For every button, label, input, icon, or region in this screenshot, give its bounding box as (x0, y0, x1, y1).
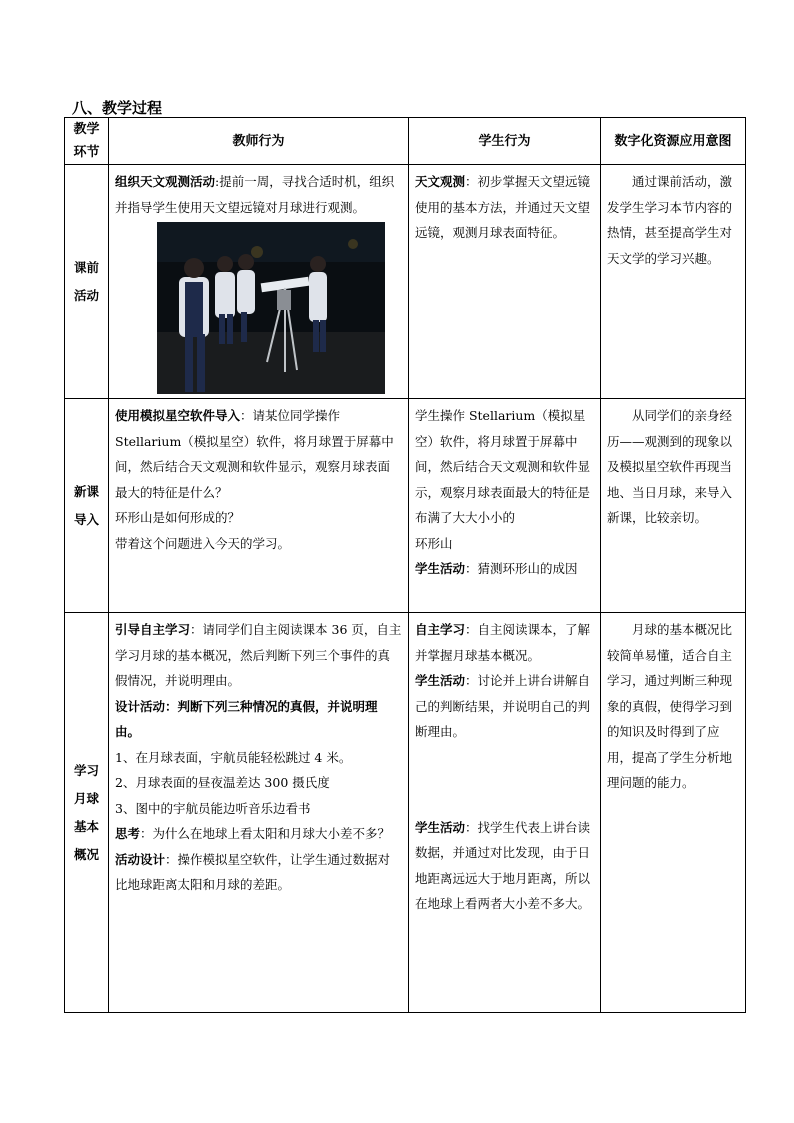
teacher-cell (109, 399, 409, 613)
teacher-cell (109, 613, 409, 1013)
activity-design-text: ：操作模拟星空软件，让学生通过数据对比地球距离太阳和月球的差距。 (115, 851, 391, 892)
student-activity-title: 天文观测 (415, 174, 466, 189)
teacher-activity-text: :提前一周，寻找合适时机，组织并指导学生使用天文望远镜对月球进行观测。 (115, 174, 395, 215)
think-text: ：为什么在地球上看太阳和月球大小差不多？ (140, 826, 391, 841)
teacher-item: 3、图中的宇航员能边听音乐边看书 (115, 800, 311, 816)
table-row (65, 613, 746, 1013)
student-activity-title: 自主学习 (415, 622, 466, 637)
student-activity-text-3: ：找学生代表上讲台读数据，并通过对比发现，由于日地距离远远大于地月距离，所以在地球上看两者大小差不多大。 (415, 819, 591, 911)
teacher-activity-text: ：请同学们自主阅读课本 36 页，自主学习月球的基本概况，然后判断下列三个事件的真假情况，并说明理由。 (115, 622, 402, 688)
section-heading: 八、教学过程 (72, 99, 163, 117)
stage-cell: 新课导入 (65, 399, 109, 613)
student-activity-title: 学生活动 (415, 561, 466, 576)
teacher-item: 1、在月球表面，宇航员能轻松跳过 4 米。 (115, 749, 352, 765)
header-student: 学生行为 (409, 118, 601, 165)
teacher-design-activity: 设计活动：判断下列三种情况的真假，并说明理由。 (115, 698, 378, 739)
student-activity-text: ：自主阅读课本，了解并掌握月球基本概况。 (415, 622, 591, 663)
teacher-item: 2、月球表面的昼夜温差达 300 摄氏度 (115, 775, 330, 790)
stage-cell: 课前活动 (65, 165, 109, 399)
table-row (65, 399, 746, 613)
header-row (65, 118, 746, 165)
teaching-process-table (64, 117, 746, 1013)
stage-cell: 学习月球基本概况 (65, 613, 109, 1013)
student-activity-title-3: 学生活动 (415, 819, 466, 835)
digital-cell (601, 399, 746, 613)
student-activity-text-3: ：猜测环形山的成因 (465, 561, 578, 576)
photo-illustration (157, 222, 385, 394)
student-activity-text-2: ：讨论并上讲台讲解自己的判断结果，并说明自己的判断理由。 (415, 673, 591, 739)
student-cell (409, 613, 601, 1013)
table-row (65, 165, 746, 399)
digital-intent-text: 通过课前活动，激发学生学习本节内容的热情，甚至提高学生对天文学的学习兴趣。 (607, 174, 733, 266)
header-digital: 数字化资源应用意图 (601, 118, 746, 165)
teacher-cell (109, 165, 409, 399)
student-activity-text-2: 环形山 (415, 535, 453, 551)
student-activity-text: ：初步掌握天文望远镜使用的基本方法，并通过天文望远镜，观测月球表面特征。 (415, 174, 591, 240)
teacher-activity-title: 使用模拟星空软件导入 (115, 408, 241, 423)
student-activity-title-2: 学生活动 (415, 673, 466, 688)
student-cell (409, 399, 601, 613)
teacher-activity-title: 组织天文观测活动 (115, 174, 216, 189)
header-teacher: 教师行为 (109, 118, 409, 165)
student-cell (409, 165, 601, 399)
digital-intent-text: 月球的基本概况比较简单易懂，适合自主学习，通过判断三种现象的真假，使得学习到的知识及时得到了应用，提高了学生分析地理问题的能力。 (607, 622, 733, 790)
activity-design-title: 活动设计 (115, 851, 166, 867)
student-activity-text: 学生操作 Stellarium（模拟星空）软件，将月球置于屏幕中间，然后结合天文观测和软件显示，观察月球表面最大的特征是布满了大大小小的 (415, 408, 591, 525)
digital-intent-text: 从同学们的亲身经历——观测到的现象以及模拟星空软件再现当地、当日月球，来导入新课，比较亲切。 (607, 408, 733, 525)
digital-cell (601, 165, 746, 399)
teacher-activity-text: ：请某位同学操作Stellarium（模拟星空）软件，将月球置于屏幕中间，然后结合天文观测和软件显示，观察月球表面最大的特征是什么？ (115, 408, 394, 500)
teacher-transition: 带着这个问题进入今天的学习。 (115, 535, 291, 551)
teacher-activity-title: 引导自主学习 (115, 622, 191, 637)
telescope-observation-photo (157, 222, 385, 394)
header-stage: 教学环节 (65, 118, 109, 165)
teacher-question: 环形山是如何形成的？ (115, 510, 241, 525)
think-title: 思考 (115, 826, 141, 841)
digital-cell (601, 613, 746, 1013)
